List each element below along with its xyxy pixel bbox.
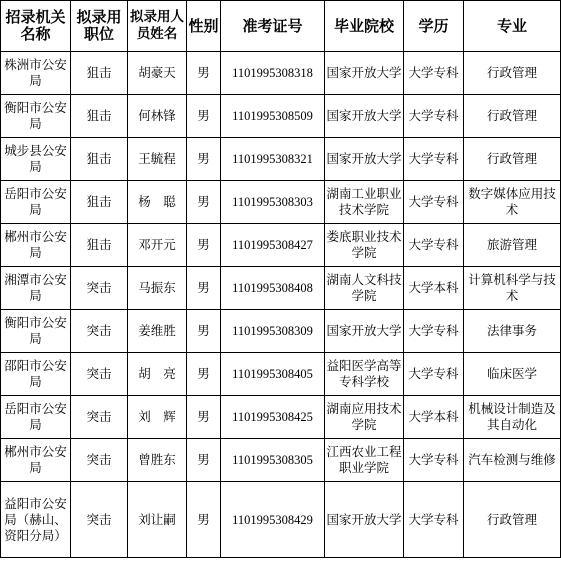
cell-school: 国家开放大学	[325, 310, 404, 353]
cell-school: 国家开放大学	[325, 95, 404, 138]
cell-agency: 衡阳市公安局	[1, 310, 71, 353]
header-school: 毕业院校	[325, 1, 404, 52]
cell-exam-id: 1101995308321	[221, 138, 325, 181]
table-row	[1, 396, 561, 439]
cell-exam-id: 1101995308408	[221, 267, 325, 310]
cell-education: 大学专科	[404, 482, 464, 558]
cell-education: 大学专科	[404, 224, 464, 267]
cell-exam-id: 1101995308305	[221, 439, 325, 482]
table-row	[1, 353, 561, 396]
cell-gender: 男	[187, 396, 221, 439]
cell-gender: 男	[187, 224, 221, 267]
cell-gender: 男	[187, 482, 221, 558]
cell-position: 狙击	[71, 181, 128, 224]
table-row	[1, 482, 561, 558]
cell-gender: 男	[187, 95, 221, 138]
table-row	[1, 439, 561, 482]
header-name: 拟录用人员姓名	[128, 1, 187, 52]
cell-position: 突击	[71, 396, 128, 439]
cell-major: 汽车检测与维修	[464, 439, 561, 482]
cell-education: 大学本科	[404, 396, 464, 439]
cell-education: 大学专科	[404, 353, 464, 396]
header-exam-id: 准考证号	[221, 1, 325, 52]
table-row	[1, 95, 561, 138]
table-row	[1, 138, 561, 181]
cell-major: 旅游管理	[464, 224, 561, 267]
cell-position: 狙击	[71, 138, 128, 181]
cell-exam-id: 1101995308405	[221, 353, 325, 396]
cell-agency: 岳阳市公安局	[1, 181, 71, 224]
cell-name: 马振东	[128, 267, 187, 310]
cell-position: 突击	[71, 353, 128, 396]
header-position: 拟录用职位	[71, 1, 128, 52]
cell-gender: 男	[187, 52, 221, 95]
cell-school: 湖南人文科技学院	[325, 267, 404, 310]
cell-name: 何林锋	[128, 95, 187, 138]
cell-agency: 益阳市公安局（赫山、资阳分局）	[1, 482, 71, 558]
cell-school: 国家开放大学	[325, 52, 404, 95]
cell-school: 娄底职业技术学院	[325, 224, 404, 267]
table-row	[1, 224, 561, 267]
cell-name: 姜维胜	[128, 310, 187, 353]
cell-agency: 衡阳市公安局	[1, 95, 71, 138]
cell-agency: 湘潭市公安局	[1, 267, 71, 310]
header-gender: 性别	[187, 1, 221, 52]
cell-agency: 株洲市公安局	[1, 52, 71, 95]
cell-school: 国家开放大学	[325, 482, 404, 558]
table-row	[1, 310, 561, 353]
cell-name: 刘 辉	[128, 396, 187, 439]
cell-school: 湖南工业职业技术学院	[325, 181, 404, 224]
cell-education: 大学专科	[404, 310, 464, 353]
cell-position: 突击	[71, 439, 128, 482]
cell-agency: 邵阳市公安局	[1, 353, 71, 396]
cell-position: 狙击	[71, 95, 128, 138]
cell-major: 行政管理	[464, 482, 561, 558]
header-education: 学历	[404, 1, 464, 52]
cell-exam-id: 1101995308303	[221, 181, 325, 224]
table-row	[1, 267, 561, 310]
cell-major: 计算机科学与技术	[464, 267, 561, 310]
cell-position: 突击	[71, 267, 128, 310]
cell-school: 湖南应用技术学院	[325, 396, 404, 439]
cell-position: 突击	[71, 310, 128, 353]
cell-gender: 男	[187, 353, 221, 396]
cell-gender: 男	[187, 138, 221, 181]
cell-gender: 男	[187, 267, 221, 310]
cell-name: 曾胜东	[128, 439, 187, 482]
cell-major: 行政管理	[464, 138, 561, 181]
cell-name: 胡 亮	[128, 353, 187, 396]
cell-agency: 岳阳市公安局	[1, 396, 71, 439]
cell-gender: 男	[187, 439, 221, 482]
cell-exam-id: 1101995308427	[221, 224, 325, 267]
cell-gender: 男	[187, 181, 221, 224]
cell-name: 杨 聪	[128, 181, 187, 224]
cell-education: 大学专科	[404, 138, 464, 181]
cell-exam-id: 1101995308318	[221, 52, 325, 95]
cell-major: 行政管理	[464, 95, 561, 138]
cell-gender: 男	[187, 310, 221, 353]
cell-exam-id: 1101995308309	[221, 310, 325, 353]
cell-exam-id: 1101995308509	[221, 95, 325, 138]
table-row	[1, 181, 561, 224]
cell-education: 大学专科	[404, 95, 464, 138]
cell-position: 狙击	[71, 224, 128, 267]
cell-education: 大学专科	[404, 181, 464, 224]
cell-education: 大学专科	[404, 52, 464, 95]
header-major: 专业	[464, 1, 561, 52]
cell-agency: 城步县公安局	[1, 138, 71, 181]
table-row	[1, 52, 561, 95]
cell-major: 行政管理	[464, 52, 561, 95]
cell-major: 数字媒体应用技术	[464, 181, 561, 224]
cell-name: 王毓程	[128, 138, 187, 181]
cell-name: 胡豪天	[128, 52, 187, 95]
cell-school: 国家开放大学	[325, 138, 404, 181]
header-row	[1, 1, 561, 52]
cell-major: 机械设计制造及其自动化	[464, 396, 561, 439]
cell-education: 大学专科	[404, 439, 464, 482]
cell-name: 刘让嗣	[128, 482, 187, 558]
header-agency: 招录机关名称	[1, 1, 71, 52]
cell-position: 突击	[71, 482, 128, 558]
cell-education: 大学本科	[404, 267, 464, 310]
cell-agency: 郴州市公安局	[1, 224, 71, 267]
cell-school: 益阳医学高等专科学校	[325, 353, 404, 396]
cell-agency: 郴州市公安局	[1, 439, 71, 482]
cell-school: 江西农业工程职业学院	[325, 439, 404, 482]
cell-major: 法律事务	[464, 310, 561, 353]
cell-name: 邓开元	[128, 224, 187, 267]
cell-exam-id: 1101995308425	[221, 396, 325, 439]
cell-exam-id: 1101995308429	[221, 482, 325, 558]
cell-major: 临床医学	[464, 353, 561, 396]
cell-position: 狙击	[71, 52, 128, 95]
